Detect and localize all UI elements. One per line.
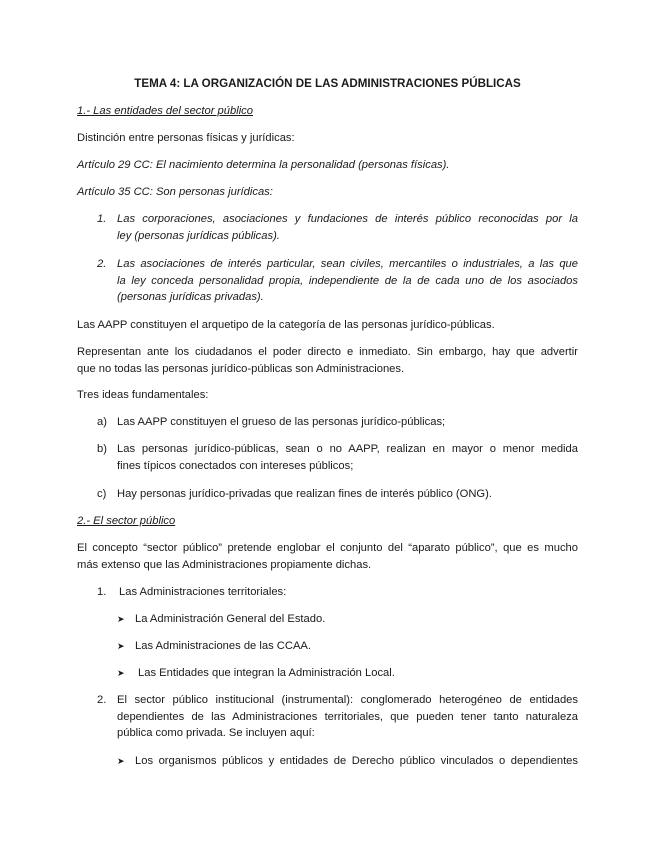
paragraph: Las AAPP constituyen el arquetipo de la categoría de las personas jurídico-públicas. [77, 319, 495, 331]
list-marker: 2. [97, 258, 107, 270]
list-item-line: ley (personas jurídicas públicas). [117, 229, 280, 242]
list-marker: 2. [97, 694, 107, 706]
section-2-heading: 2.- El sector público [77, 515, 176, 527]
article-29: Artículo 29 CC: El nacimiento determina la personalidad (personas físicas). [77, 159, 450, 171]
paragraph-intro: Distinción entre personas físicas y jurídicas: [77, 132, 295, 144]
list-item [117, 256, 578, 306]
sub-list-item: Las Entidades que integran la Administración Local. [138, 667, 395, 679]
arrow-bullet-icon: ➤ [117, 641, 125, 651]
list-marker: 1. [97, 586, 107, 598]
paragraph-line: Representan ante los ciudadanos el poder directo e inmediato. Sin embargo, hay que advertir [77, 346, 578, 358]
arrow-bullet-icon: ➤ [117, 668, 125, 678]
sub-list-item: La Administración General del Estado. [135, 613, 326, 625]
sub-list-item: Las Administraciones de las CCAA. [135, 640, 311, 652]
list-marker: 1. [97, 213, 107, 225]
list-item-line: la ley conceda personalidad propia, independiente de la de cada uno de los asociados [117, 274, 578, 287]
list-item-line: dependientes de las Administraciones territoriales, que pueden tener tanto naturaleza [117, 710, 578, 723]
article-35: Artículo 35 CC: Son personas jurídicas: [77, 186, 273, 198]
list-item [117, 441, 578, 474]
list-item-line: El sector público institucional (instrumental): conglomerado heterogéneo de entidades [117, 694, 578, 706]
sub-list-item [135, 753, 578, 770]
paragraph-line: que no todas las personas jurídico-públicas son Administraciones. [77, 362, 405, 375]
sub-list-item-line: Los organismos públicos y entidades de Derecho público vinculados o dependientes [135, 755, 578, 767]
section-1-heading: 1.- Las entidades del sector público [77, 105, 254, 117]
list-item-line: fines típicos conectados con intereses públicos; [117, 459, 354, 472]
paragraph-line: El concepto “sector público” pretende englobar el conjunto del “aparato público”, que es mucho [77, 542, 578, 554]
list-item [117, 211, 578, 244]
paragraph-line: más extenso que las Administraciones propiamente dichas. [77, 558, 372, 571]
page-title: TEMA 4: LA ORGANIZACIÓN DE LAS ADMINISTRACIONES PÚBLICAS [134, 77, 521, 90]
list-item: Las AAPP constituyen el grueso de las personas jurídico-públicas; [117, 416, 446, 428]
list-marker: a) [97, 416, 107, 428]
paragraph [77, 540, 578, 573]
list-marker: b) [97, 443, 107, 455]
list-item [117, 692, 578, 742]
arrow-bullet-icon: ➤ [117, 614, 125, 624]
list-item-line: pública como privada. Se incluyen aquí: [117, 727, 315, 739]
list-item-line: Las asociaciones de interés particular, sean civiles, mercantiles o industriales, a las que [117, 258, 578, 270]
arrow-bullet-icon: ➤ [117, 756, 125, 766]
paragraph [77, 344, 578, 377]
paragraph: Tres ideas fundamentales: [77, 389, 209, 401]
list-item-line: (personas jurídicas privadas). [117, 291, 264, 303]
list-item-line: Las corporaciones, asociaciones y fundaciones de interés público reconocidas por la [117, 213, 578, 225]
list-item: Hay personas jurídico-privadas que realizan fines de interés público (ONG). [117, 488, 492, 500]
list-item: Las Administraciones territoriales: [119, 586, 287, 598]
list-item-line: Las personas jurídico-públicas, sean o no AAPP, realizan en mayor o menor medida [117, 443, 578, 455]
list-marker: c) [97, 488, 107, 500]
